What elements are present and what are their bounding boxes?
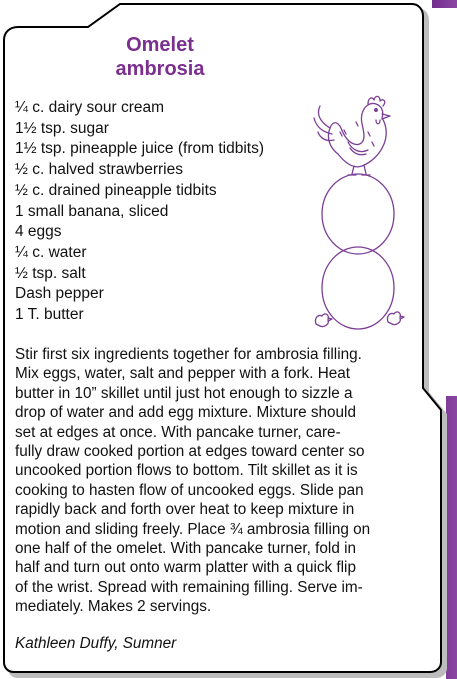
instruction-line: fully draw cooked portion at edges toward center so [15, 443, 365, 461]
ingredient-item: ¼ c. dairy sour cream [15, 99, 165, 116]
recipe-title-line-1: Omelet [126, 34, 194, 56]
instruction-line: one half of the omelet. With pancake turner, fold in [15, 540, 356, 558]
ingredient-item: ½ tsp. salt [15, 264, 86, 282]
instruction-line: motion and sliding freely. Place ¾ ambrosia filling on [15, 520, 371, 538]
instructions-paragraph [15, 345, 417, 617]
recipe-author-signature: Kathleen Duffy, Sumner [15, 635, 177, 652]
instruction-line: uncooked portion flows to bottom. Tilt skillet as it is [15, 462, 358, 480]
ingredient-list [15, 98, 264, 326]
instruction-line: half and turn out onto warm platter with a quick flip [15, 559, 356, 577]
ingredient-item: 1 small banana, sliced [15, 202, 169, 220]
ingredient-item: 1 T. butter [15, 306, 84, 324]
instruction-line: butter in 10” skillet until just hot enough to sizzle a [15, 384, 353, 402]
ingredient-item: ½ c. halved strawberries [15, 161, 183, 179]
instruction-line: Stir first six ingredients together for ambrosia filling. [15, 346, 362, 363]
instruction-line: cooking to hasten flow of uncooked eggs. Slide pan [15, 481, 364, 499]
instruction-line: of the wrist. Spread with remaining filling. Serve im- [15, 578, 363, 596]
ingredient-item: Dash pepper [15, 285, 104, 303]
instruction-line: set at edges at once. With pancake turner, care- [15, 423, 341, 441]
ingredient-item: ¼ c. water [15, 243, 87, 261]
ingredient-item: 1½ tsp. pineapple juice (from tidbits) [15, 140, 264, 158]
ingredient-item: 4 eggs [15, 223, 62, 241]
chicken-on-two-eggs-icon [308, 92, 408, 336]
instruction-line: rapidly back and forth over heat to keep mixture in [15, 501, 355, 519]
recipe-title-line-2: ambrosia [115, 58, 205, 80]
ingredient-item: ½ c. drained pineapple tidbits [15, 181, 217, 199]
instruction-line: Mix eggs, water, salt and pepper with a fork. Heat [15, 365, 351, 383]
ingredient-item: 1½ tsp. sugar [15, 119, 109, 137]
instruction-line: drop of water and add egg mixture. Mixture should [15, 404, 356, 422]
instruction-line: mediately. Makes 2 servings. [15, 598, 212, 616]
